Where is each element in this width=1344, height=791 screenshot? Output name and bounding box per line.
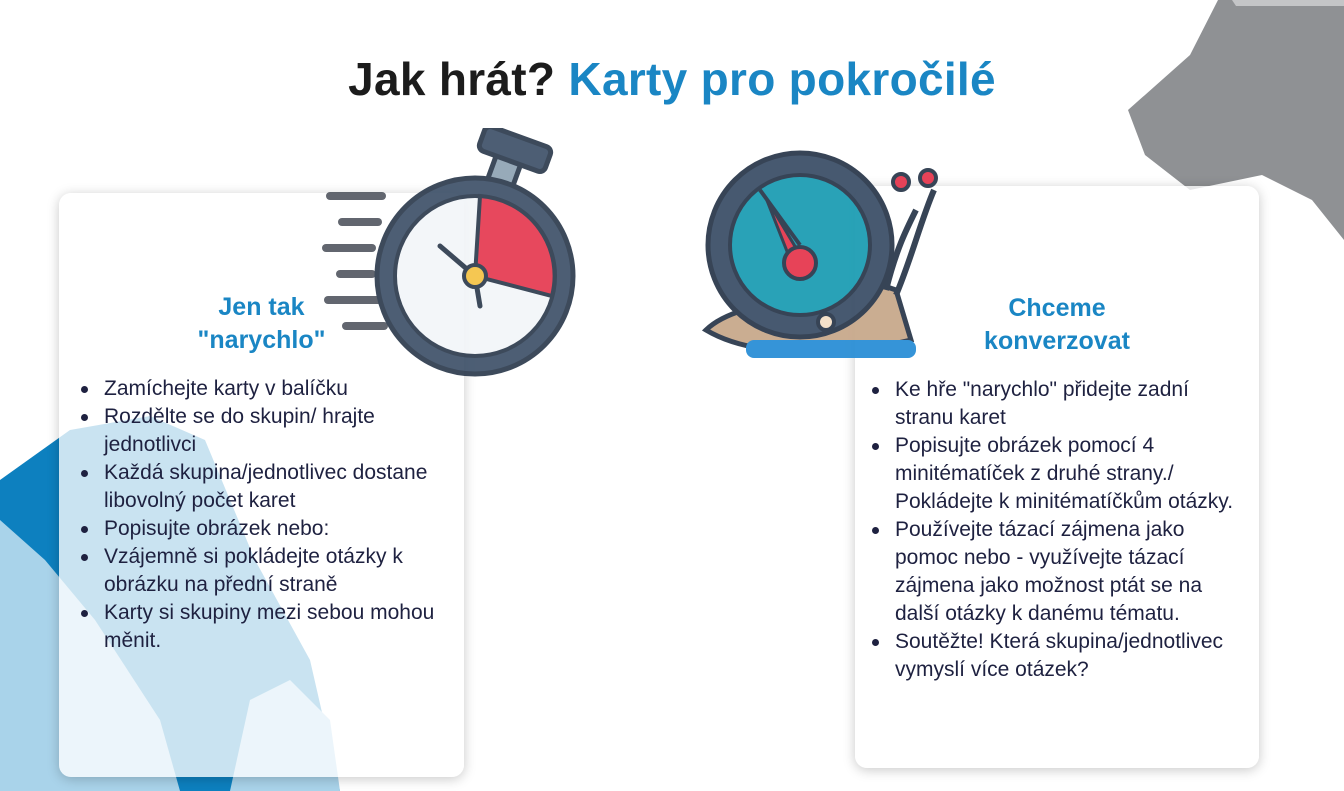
list-item: Každá skupina/jednotlivec dostane libovolný počet karet [79,459,439,515]
list-item: Zamíchejte karty v balíčku [79,375,439,403]
bullet-list [870,376,1250,684]
bullet-list [79,375,439,655]
page-title [0,52,1344,106]
card-heading-line2: "narychlo" [197,326,326,354]
list-item: Popisujte obrázek nebo: [79,515,439,543]
list-item: Popisujte obrázek pomocí 4 minitématíček z druhé strany./ Pokládejte k minitématíčkům otázky. [870,432,1250,516]
page-title-part2: Karty pro pokročilé [568,53,996,105]
stopwatch-icon [320,128,590,378]
snail-speedometer-icon [696,130,946,370]
list-item: Karty si skupiny mezi sebou mohou měnit. [79,599,439,655]
list-item: Soutěžte! Která skupina/jednotlivec vymyslí více otázek? [870,628,1250,684]
card-heading-line1: Jen tak [218,293,305,321]
card-heading-line1: Chceme [1008,294,1106,322]
list-item: Rozdělte se do skupin/ hrajte jednotlivci [79,403,439,459]
decor-gray-shape-light [1232,0,1344,6]
page-title-part1: Jak hrát? [348,53,556,105]
list-item: Vzájemně si pokládejte otázky k obrázku na přední straně [79,543,439,599]
list-item: Ke hře "narychlo" přidejte zadní stranu karet [870,376,1250,432]
list-item: Používejte tázací zájmena jako pomoc nebo - využívejte tázací zájmena jako možnost ptát se na další otázky k danému tématu. [870,516,1250,628]
card-heading-line2: konverzovat [984,327,1130,355]
